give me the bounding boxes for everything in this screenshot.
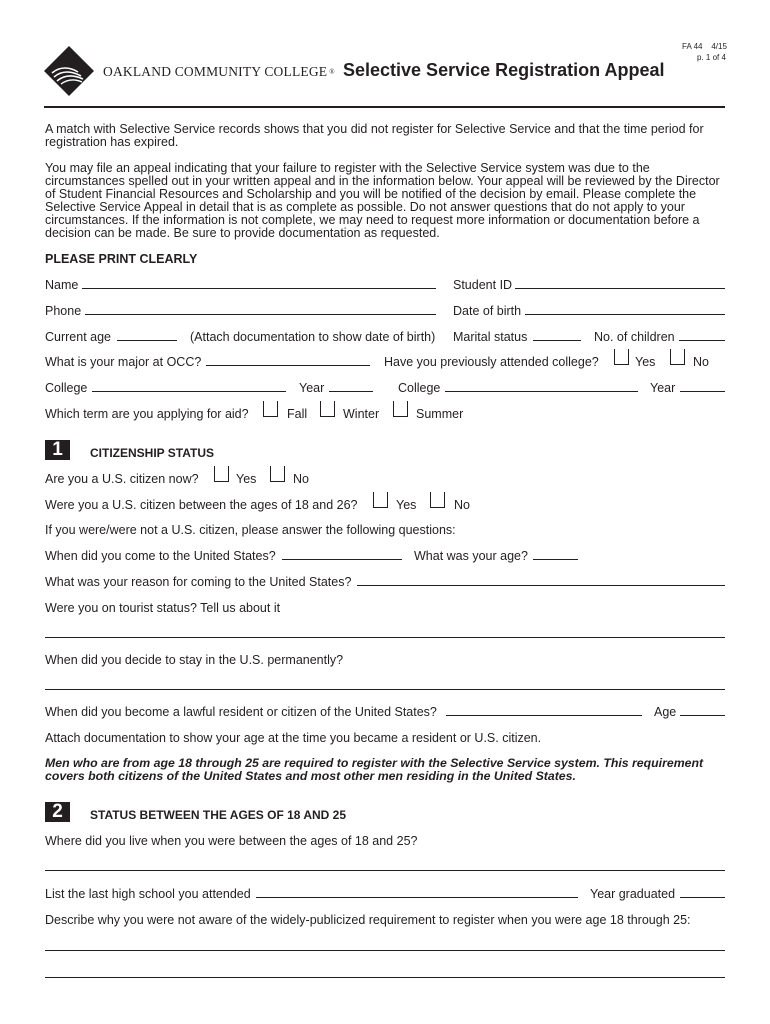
citizen-now-question: Are you a U.S. citizen now? bbox=[45, 472, 199, 486]
college-logo-icon bbox=[44, 46, 94, 96]
major-label: What is your major at OCC? bbox=[45, 355, 202, 369]
phone-field[interactable] bbox=[85, 314, 436, 315]
section-2-title: STATUS BETWEEN THE AGES OF 18 AND 25 bbox=[90, 808, 347, 822]
citizen-18-26-yes-checkbox[interactable] bbox=[373, 492, 388, 508]
prev-college-no-checkbox[interactable] bbox=[670, 349, 685, 365]
section-1-title: CITIZENSHIP STATUS bbox=[90, 446, 215, 460]
live-question: Where did you live when you were between the ages of 18 and 25? bbox=[45, 834, 418, 848]
stay-question: When did you decide to stay in the U.S. permanently? bbox=[45, 653, 344, 667]
tourist-question: Were you on tourist status? Tell us about it bbox=[45, 601, 281, 615]
reason-field[interactable] bbox=[357, 585, 725, 586]
age-documentation-note: (Attach documentation to show date of birth) bbox=[190, 330, 436, 344]
prev-college-yes-checkbox[interactable] bbox=[614, 349, 629, 365]
form-code: FA 44 4/15 bbox=[682, 42, 727, 51]
children-label: No. of children bbox=[594, 330, 675, 344]
student-id-field[interactable] bbox=[515, 288, 725, 289]
phone-label: Phone bbox=[45, 304, 82, 318]
current-age-field[interactable] bbox=[117, 340, 177, 341]
high-school-field[interactable] bbox=[256, 897, 578, 898]
prev-college-yes-label: Yes bbox=[635, 355, 656, 369]
live-answer-line[interactable] bbox=[45, 870, 725, 871]
requirement-note: Men who are from age 18 through 25 are required to register with the Selective Service system. This requirement covers both citizens of the United States and most other men residing in the United States. bbox=[45, 756, 704, 783]
reason-question: What was your reason for coming to the United States? bbox=[45, 575, 352, 589]
marital-status-label: Marital status bbox=[453, 330, 528, 344]
intro-paragraph-1: A match with Selective Service records shows that you did not register for Selective Service and that the time period for registration has expired. bbox=[45, 122, 704, 149]
intro-paragraph-2: You may file an appeal indicating that your failure to register with the Selective Service system was due to the circumstances spelled out in your written appeal and in the information below. Your appeal will be reviewed by the Director of Student Financial Resources and Scholarship and you will be notified of the decision by email. Please complete the Selective Service Appeal in detail that is as complete as possible. Do not answer questions that do not apply to your circumstances. If the information is not complete, we may need to request more information or documentation before a decision can be made. Be sure to provide documentation as requested. bbox=[45, 161, 720, 240]
name-label: Name bbox=[45, 278, 79, 292]
fall-checkbox[interactable] bbox=[263, 401, 278, 417]
page-number: p. 1 of 4 bbox=[697, 53, 726, 62]
resident-question: When did you become a lawful resident or citizen of the United States? bbox=[45, 705, 437, 719]
summer-checkbox[interactable] bbox=[393, 401, 408, 417]
college-name-text: OAKLAND COMMUNITY COLLEGE bbox=[103, 64, 328, 79]
year-label-2: Year bbox=[650, 381, 676, 395]
page-title: Selective Service Registration Appeal bbox=[343, 60, 665, 80]
major-field[interactable] bbox=[206, 365, 370, 366]
year-field-1[interactable] bbox=[329, 391, 373, 392]
college-field-2[interactable] bbox=[445, 391, 638, 392]
header-divider bbox=[44, 106, 725, 108]
describe-answer-line-1[interactable] bbox=[45, 950, 725, 951]
citizen-18-26-question: Were you a U.S. citizen between the ages of 18 and 26? bbox=[45, 498, 358, 512]
resident-age-label: Age bbox=[654, 705, 677, 719]
marital-status-field[interactable] bbox=[533, 340, 581, 341]
dob-label: Date of birth bbox=[453, 304, 522, 318]
citizen-18-26-yes-label: Yes bbox=[396, 498, 417, 512]
print-clearly-heading: PLEASE PRINT CLEARLY bbox=[45, 252, 198, 266]
citizen-now-yes-checkbox[interactable] bbox=[214, 466, 229, 482]
fall-label: Fall bbox=[287, 407, 308, 421]
student-id-label: Student ID bbox=[453, 278, 513, 292]
citizen-instruction: If you were/were not a U.S. citizen, please answer the following questions: bbox=[45, 523, 456, 537]
college-label-1: College bbox=[45, 381, 88, 395]
citizen-now-no-label: No bbox=[293, 472, 309, 486]
citizen-now-no-checkbox[interactable] bbox=[270, 466, 285, 482]
prev-college-label: Have you previously attended college? bbox=[384, 355, 599, 369]
came-to-us-question: When did you come to the United States? bbox=[45, 549, 276, 563]
arrival-age-question: What was your age? bbox=[414, 549, 528, 563]
tourist-answer-line[interactable] bbox=[45, 637, 725, 638]
citizen-18-26-no-label: No bbox=[454, 498, 470, 512]
stay-answer-line[interactable] bbox=[45, 689, 725, 690]
college-name bbox=[103, 64, 335, 80]
summer-label: Summer bbox=[416, 407, 464, 421]
resident-age-field[interactable] bbox=[680, 715, 725, 716]
attach-documentation-note: Attach documentation to show your age at the time you became a resident or U.S. citizen. bbox=[45, 731, 542, 745]
year-field-2[interactable] bbox=[680, 391, 725, 392]
high-school-question: List the last high school you attended bbox=[45, 887, 251, 901]
year-graduated-field[interactable] bbox=[680, 897, 725, 898]
winter-label: Winter bbox=[343, 407, 380, 421]
year-graduated-label: Year graduated bbox=[590, 887, 676, 901]
describe-question: Describe why you were not aware of the widely-publicized requirement to register when you were age 18 through 25: bbox=[45, 913, 691, 927]
citizen-18-26-no-checkbox[interactable] bbox=[430, 492, 445, 508]
citizen-now-yes-label: Yes bbox=[236, 472, 257, 486]
prev-college-no-label: No bbox=[693, 355, 709, 369]
name-field[interactable] bbox=[82, 288, 436, 289]
dob-field[interactable] bbox=[525, 314, 725, 315]
children-field[interactable] bbox=[679, 340, 725, 341]
registered-mark: ® bbox=[329, 68, 335, 77]
college-label-2: College bbox=[398, 381, 441, 395]
resident-date-field[interactable] bbox=[446, 715, 642, 716]
came-to-us-field[interactable] bbox=[282, 559, 402, 560]
term-question: Which term are you applying for aid? bbox=[45, 407, 249, 421]
section-2-number: 2 bbox=[45, 802, 70, 822]
year-label-1: Year bbox=[299, 381, 325, 395]
winter-checkbox[interactable] bbox=[320, 401, 335, 417]
current-age-label: Current age bbox=[45, 330, 112, 344]
describe-answer-line-2[interactable] bbox=[45, 977, 725, 978]
arrival-age-field[interactable] bbox=[533, 559, 578, 560]
college-field-1[interactable] bbox=[92, 391, 286, 392]
section-1-number: 1 bbox=[45, 440, 70, 460]
